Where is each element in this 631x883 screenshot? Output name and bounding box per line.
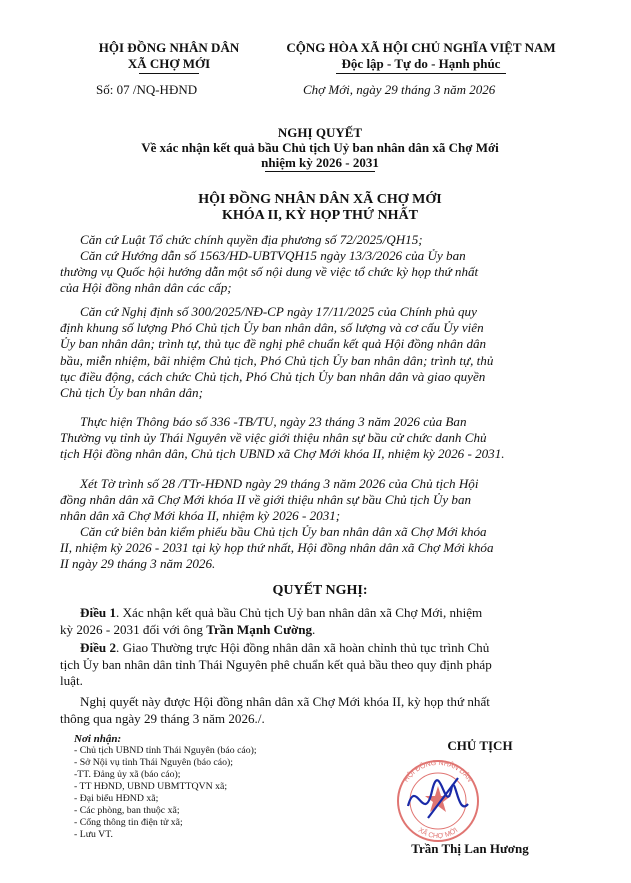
basis-line: Xét Tờ trình số 28 /TTr-HĐND ngày 29 tháng 3 năm 2026 của Chủ tịch Hội: [80, 476, 479, 491]
nation-name: CỘNG HÒA XÃ HỘI CHỦ NGHĨA VIỆT NAM: [286, 40, 556, 55]
basis-line: định khung số lượng Phó Chủ tịch Ủy ban nhân dân, số lượng và cơ cấu Ủy viên: [60, 320, 484, 335]
article-2: [80, 640, 580, 656]
seal-text-bottom: XÃ CHỢ MỚI: [416, 826, 460, 841]
recipient-item: - Đại biểu HĐND xã;: [74, 793, 159, 804]
date-place: Chợ Mới, ngày 29 tháng 3 năm 2026: [303, 82, 496, 97]
basis-line: Thực hiện Thông báo số 336 -TB/TU, ngày 23 tháng 3 năm 2026 của Ban: [80, 414, 467, 429]
decision-heading: QUYẾT NGHỊ:: [272, 583, 368, 598]
legal-basis-1: [80, 232, 575, 248]
legal-basis-3: [80, 304, 575, 320]
official-seal-image: [388, 756, 488, 846]
basis-line: bầu, miễn nhiệm, bãi nhiệm Chủ tịch, Phó Chủ tịch Ủy ban nhân dân; trình tự, thủ: [60, 352, 494, 368]
document-title: [60, 125, 580, 172]
issuing-authority: [74, 40, 264, 74]
legal-basis-3-cont: [60, 320, 575, 401]
article-1-text: . Xác nhận kết quả bầu Chủ tịch Uỷ ban nhân dân xã Chợ Mới, nhiệm: [116, 605, 483, 620]
legal-basis-4: [80, 414, 575, 430]
authority-underline: [139, 73, 199, 74]
basis-line: thường vụ Quốc hội hướng dẫn một số nội dung về việc tổ chức kỳ họp thứ nhất: [60, 264, 479, 279]
basis-line: đồng nhân dân xã Chợ Mới khóa II về giới thiệu nhân sự bầu Chủ tịch Ủy ban: [60, 492, 472, 507]
legal-basis-6-cont: [60, 540, 575, 573]
basis-line: II ngày 29 tháng 3 năm 2026.: [60, 556, 216, 572]
legal-basis-5: [80, 476, 575, 492]
article-1-cont: [60, 622, 580, 638]
recipients: [74, 733, 314, 841]
legal-basis-4-cont: [60, 430, 575, 463]
title-underline: [265, 171, 375, 172]
article-1-suffix: .: [312, 622, 316, 637]
motto-underline: [336, 73, 506, 74]
council-line-2: KHÓA II, KỲ HỌP THỨ NHẤT: [221, 208, 419, 223]
recipient-item: - Các phòng, ban thuộc xã;: [74, 805, 180, 816]
document-type: NGHỊ QUYẾT: [277, 125, 363, 140]
council-line-1: HỘI ĐỒNG NHÂN DÂN XÃ CHỢ MỚI: [198, 192, 442, 207]
basis-line: Căn cứ Nghị định số 300/2025/NĐ-CP ngày 17/11/2025 của Chính phủ quy: [80, 304, 477, 319]
subject-line-1: Về xác nhận kết quả bầu Chủ tịch Uỷ ban nhân dân xã Chợ Mới: [141, 140, 499, 155]
legal-basis-5-cont: [60, 492, 575, 525]
council-heading: [60, 192, 580, 224]
legal-basis-2: [80, 248, 575, 264]
national-motto: [262, 40, 580, 74]
closing-line-2: thông qua ngày 29 tháng 3 năm 2026./.: [60, 711, 265, 726]
article-2-cont: [60, 657, 580, 690]
basis-line: Thường vụ tỉnh ủy Thái Nguyên về việc giới thiệu nhân sự bầu cử chức danh Chủ: [60, 430, 487, 445]
recipient-item: - TT HĐND, UBND UBMTTQVN xã;: [74, 781, 228, 792]
basis-line: Căn cứ biên bản kiểm phiếu bầu Chủ tịch Ủy ban nhân dân xã Chợ Mới khóa: [80, 524, 487, 539]
issuing-authority-line2: XÃ CHỢ MỚI: [127, 56, 211, 71]
recipient-item: - Cổng thông tin điện tử xã;: [74, 817, 183, 828]
recipient-item: - Sở Nội vụ tỉnh Thái Nguyên (báo cáo);: [74, 757, 233, 768]
legal-basis-6: [80, 524, 575, 540]
recipient-item: - Lưu VT.: [74, 829, 113, 840]
basis-line: tịch Hội đồng nhân dân, Chủ tịch UBND xã Chợ Mới khóa II, nhiệm kỳ 2026 - 2031.: [60, 446, 505, 462]
person-name: Trần Mạnh Cường: [206, 622, 313, 637]
recipients-heading: Nơi nhận:: [74, 733, 122, 745]
basis-line: Căn cứ Hướng dẫn số 1563/HD-UBTVQH15 ngày 13/3/2026 của Ủy ban: [80, 248, 466, 263]
recipient-item: - Chủ tịch UBND tỉnh Thái Nguyên (báo cáo);: [74, 745, 257, 756]
basis-line: của Hội đồng nhân dân các cấp;: [60, 280, 232, 296]
basis-line: Căn cứ Luật Tổ chức chính quyền địa phương số 72/2025/QH15;: [80, 232, 423, 247]
document-number: Số: 07 /NQ-HĐND: [96, 82, 198, 97]
article-2-line-3: luật.: [60, 673, 83, 689]
signer-name: Trần Thị Lan Hương: [411, 841, 529, 856]
motto: Độc lập - Tự do - Hạnh phúc: [341, 56, 501, 71]
subject-line-2: nhiệm kỳ 2026 - 2031: [261, 155, 379, 170]
legal-basis-2-cont: [60, 264, 575, 297]
article-1: [80, 605, 580, 621]
basis-line: Ủy ban nhân dân; trình tự, thủ tục đề nghị phê chuẩn kết quả Hội đồng nhân dân: [60, 336, 487, 352]
article-2-line-2: tịch Ủy ban nhân dân tỉnh Thái Nguyên phê chuẩn kết quả bầu theo quy định pháp: [60, 657, 492, 672]
recipient-item: -TT. Đảng ủy xã (báo cáo);: [74, 769, 181, 780]
basis-line: nhân dân xã Chợ Mới khóa II, nhiệm kỳ 2026 - 2031;: [60, 508, 341, 524]
seal-text-top: HỘI ĐỒNG NHÂN DÂN: [402, 759, 474, 784]
issuing-authority-line1: HỘI ĐỒNG NHÂN DÂN: [98, 40, 240, 55]
article-2-text: . Giao Thường trực Hội đồng nhân dân xã hoàn chỉnh thủ tục trình Chủ: [116, 640, 490, 655]
article-2-label: Điều 2: [80, 640, 117, 655]
closing-line-1: Nghị quyết này được Hội đồng nhân dân xã Chợ Mới khóa II, kỳ họp thứ nhất: [80, 694, 490, 709]
basis-line: II, nhiệm kỳ 2026 - 2031 tại kỳ họp thứ nhất, Hội đồng nhân dân xã Chợ Mới khóa: [60, 540, 494, 555]
article-1-label: Điều 1: [80, 605, 117, 620]
article-1-prefix: kỳ 2026 - 2031 đối với ông: [60, 622, 207, 637]
signer-title: CHỦ TỊCH: [447, 738, 513, 753]
basis-line: Chủ tịch Ủy ban nhân dân;: [60, 385, 203, 401]
basis-line: tục điều động, cách chức Chủ tịch, Phó Chủ tịch Ủy ban nhân dân và giao quyền: [60, 368, 486, 384]
